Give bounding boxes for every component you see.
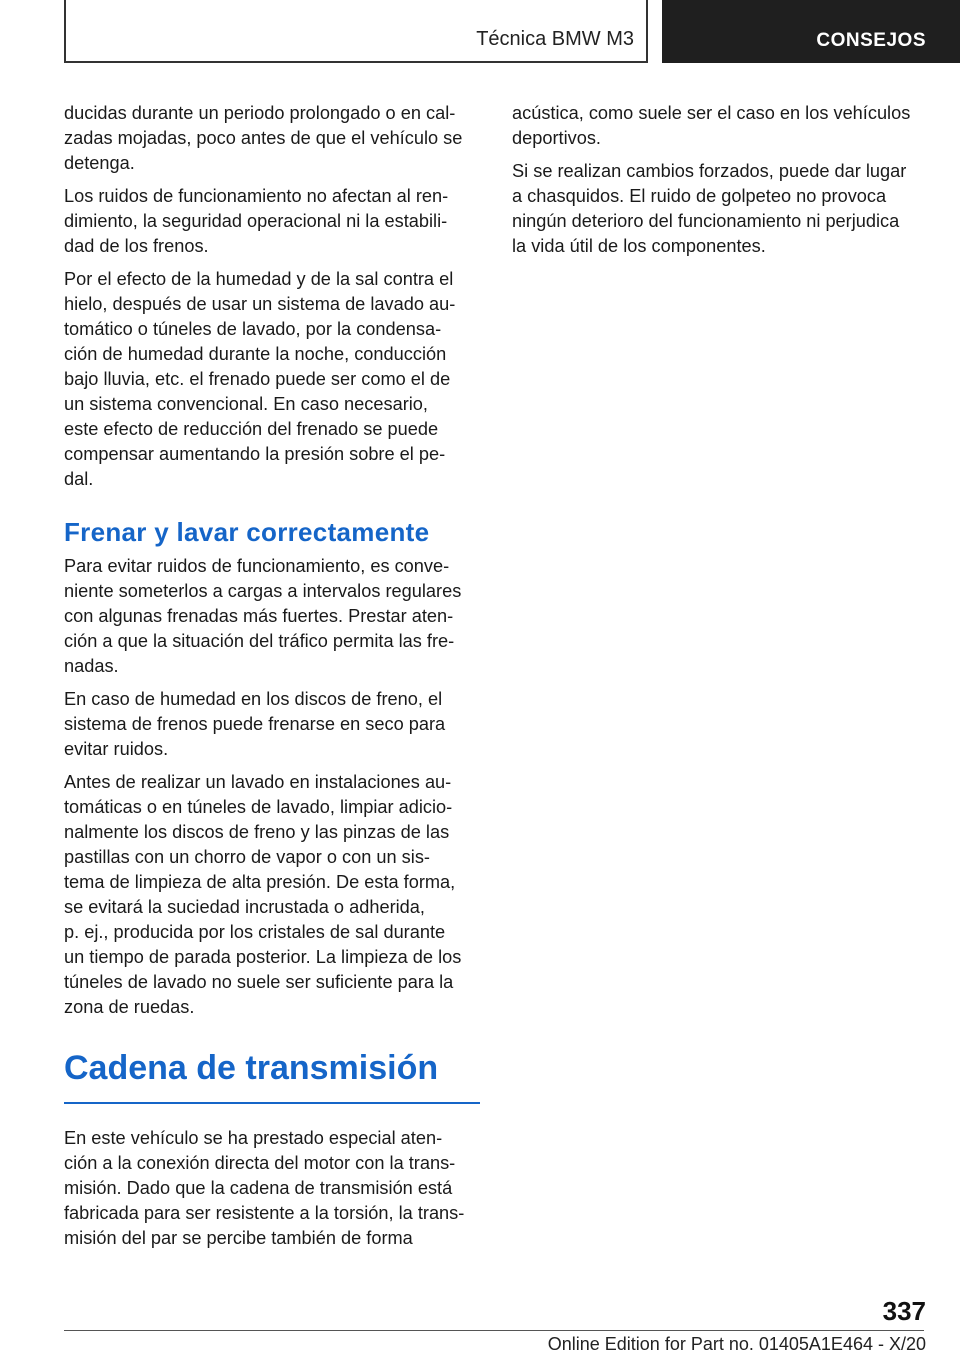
paragraph: En este vehículo se ha prestado especial aten- ción a la conexión directa del motor con la trans- misión. Dado que la cadena de transmisión está fabricada para ser resistente a la torsión, la trans- misión del par se percibe también de forma [64, 1128, 465, 1248]
edition-footer: Online Edition for Part no. 01405A1E464 - X/20 [547, 1334, 926, 1354]
paragraph: acústica, como suele ser el caso en los vehículos deportivos. [512, 103, 911, 148]
paragraph: Por el efecto de la humedad y de la sal contra el hielo, después de usar un sistema de lavado au- tomático o túneles de lavado, por la condensa- ción de humedad durante la noche, conducción bajo lluvia, etc. el frenado puede ser como el de un sistema convencional. En caso necesario, este efecto de reducción del frenado se puede compensar aumentando la presión sobre el pe- dal. [64, 269, 456, 489]
paragraph: Si se realizan cambios forzados, puede dar lugar a chasquidos. El ruido de golpeteo no provoca ningún deterioro del funcionamiento ni perjudica la vida útil de los componentes. [512, 161, 907, 256]
right-column [512, 101, 932, 267]
paragraph: En caso de humedad en los discos de freno, el sistema de frenos puede frenarse en seco para evitar ruidos. [64, 689, 446, 759]
header-section-tab [662, 0, 960, 63]
document-title: Técnica BMW M3 [476, 28, 634, 50]
paragraph: Antes de realizar un lavado en instalaciones au- tomáticas o en túneles de lavado, limpiar adicio- nalmente los discos de freno y las pinzas de las pastillas con un chorro de vapor o con un sis- tema de limpieza de alta presión. De esta forma, se evitará la suciedad incrustada o adherida, p. ej., producida por los cristales de sal durante un tiempo de parada posterior. La limpieza de los túneles de lavado no suele ser suficiente para la zona de ruedas. [64, 772, 462, 1017]
left-column [64, 101, 480, 1259]
paragraph: Los ruidos de funcionamiento no afectan al ren- dimiento, la seguridad operacional ni la estabili- dad de los frenos. [64, 186, 449, 256]
footer-divider [64, 1330, 924, 1331]
paragraph: Para evitar ruidos de funcionamiento, es conve- niente someterlos a cargas a intervalos regulares con algunas frenadas más fuertes. Prestar aten- ción a que la situación del tráfico permita las fre- nadas. [64, 556, 462, 676]
page-number: 337 [882, 1296, 926, 1326]
section-label: CONSEJOS [816, 30, 926, 51]
header-title-tab [64, 0, 648, 63]
paragraph: ducidas durante un periodo prolongado o en cal- zadas mojadas, poco antes de que el vehículo se detenga. [64, 103, 463, 173]
subsection-heading: Frenar y lavar correctamente [64, 517, 430, 547]
heading-underline [64, 1102, 480, 1104]
section-heading: Cadena de transmisión [64, 1049, 439, 1087]
